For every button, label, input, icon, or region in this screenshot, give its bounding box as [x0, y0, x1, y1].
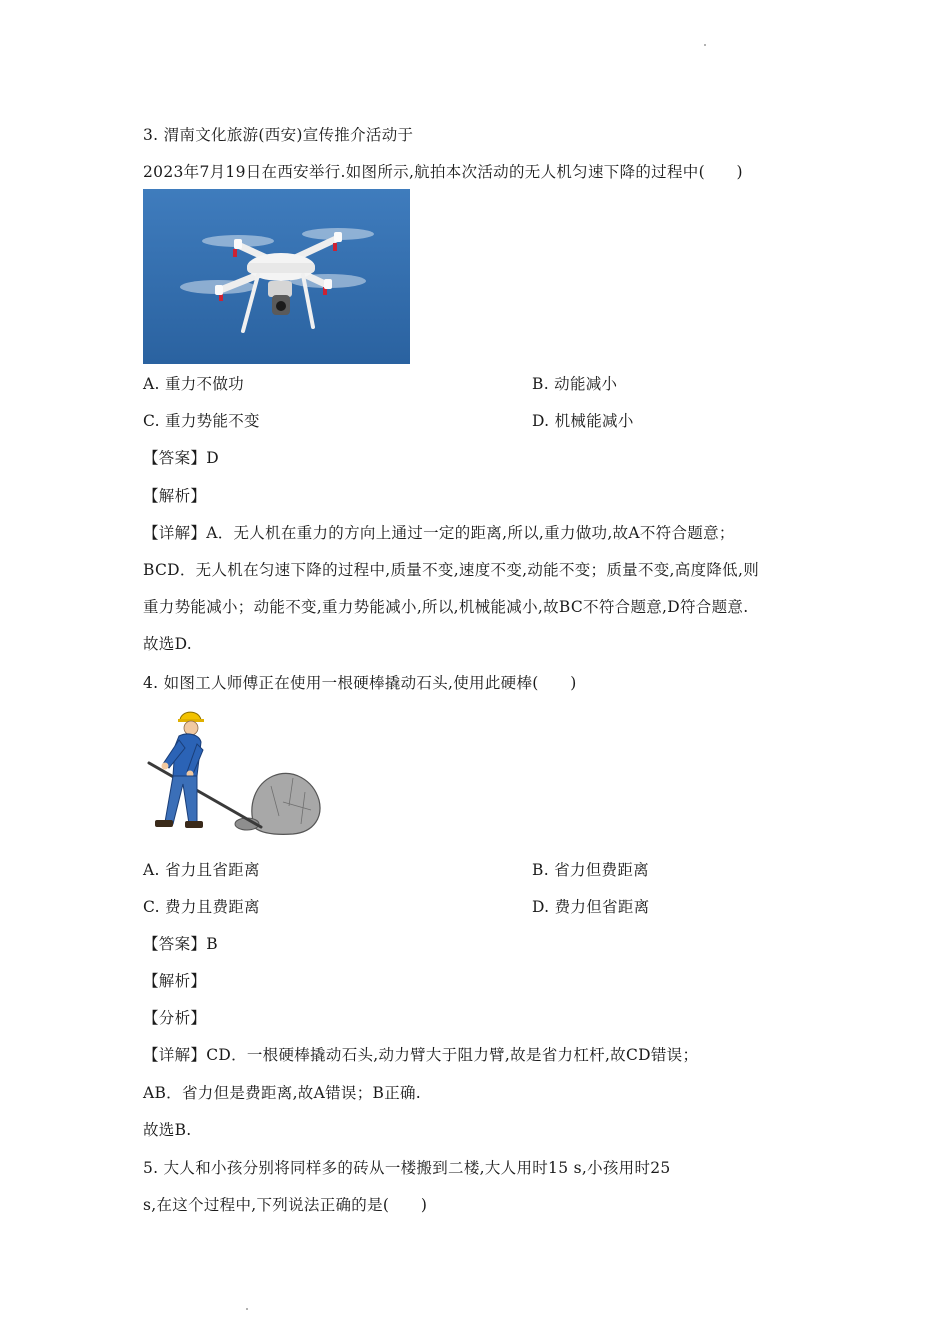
q3-conclusion: 故选D. [143, 635, 193, 653]
q5-stem-line1: 5. 大人和小孩分别将同样多的砖从一楼搬到二楼,大人用时15 s,小孩用时25 [143, 1159, 671, 1177]
drone-photo [143, 189, 410, 364]
q4-option-b: B. 省力但费距离 [532, 861, 649, 879]
corner-dot-bottom [246, 1308, 248, 1310]
corner-dot-top [704, 44, 706, 46]
q4-analysis-label: 【解析】 [143, 972, 207, 990]
q4-option-a: A. 省力且省距离 [143, 861, 260, 879]
q4-detail-line1: 【详解】CD．一根硬棒撬动石头,动力臂大于阻力臂,故是省力杠杆,故CD错误； [143, 1046, 699, 1064]
q4-answer: 【答案】B [143, 935, 218, 953]
q3-option-d: D. 机械能减小 [532, 412, 634, 430]
q3-detail-line2: BCD．无人机在匀速下降的过程中,质量不变,速度不变,动能不变；质量不变,高度降低,则 [143, 561, 760, 579]
q4-option-d: D. 费力但省距离 [532, 898, 650, 916]
q4-option-c: C. 费力且费距离 [143, 898, 260, 916]
q3-option-b: B. 动能减小 [532, 375, 618, 393]
q3-stem-line2: 2023年7月19日在西安举行.如图所示,航拍本次活动的无人机匀速下降的过程中( ) [143, 163, 743, 181]
worker-lever-illustration [143, 706, 323, 836]
q4-detail-line2: AB．省力但是费距离,故A错误；B正确. [143, 1084, 422, 1102]
q3-analysis-label: 【解析】 [143, 487, 207, 505]
q3-answer: 【答案】D [143, 449, 219, 467]
q3-detail-line1: 【详解】A．无人机在重力的方向上通过一定的距离,所以,重力做功,故A不符合题意； [143, 524, 735, 542]
q4-fenxi-label: 【分析】 [143, 1009, 207, 1027]
q3-option-c: C. 重力势能不变 [143, 412, 260, 430]
q4-stem: 4. 如图工人师傅正在使用一根硬棒撬动石头,使用此硬棒( ) [143, 674, 577, 692]
q3-option-a: A. 重力不做功 [143, 375, 244, 393]
q5-stem-line2: s,在这个过程中,下列说法正确的是( ) [143, 1196, 428, 1214]
q3-detail-line3: 重力势能减小；动能不变,重力势能减小,所以,机械能减小,故BC不符合题意,D符合题意. [143, 598, 749, 616]
q3-stem-line1: 3. 渭南文化旅游(西安)宣传推介活动于 [143, 126, 414, 144]
q4-conclusion: 故选B. [143, 1121, 192, 1139]
